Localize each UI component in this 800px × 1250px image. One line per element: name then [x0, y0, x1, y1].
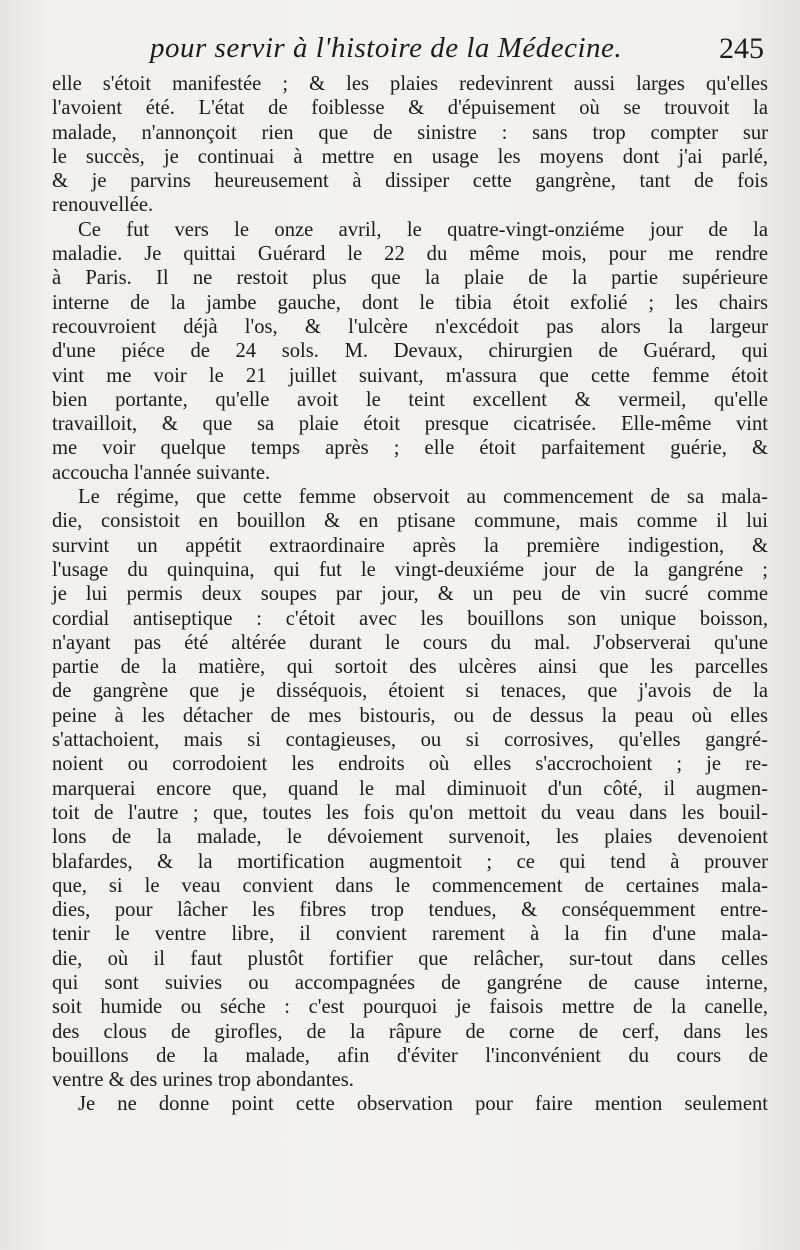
text-line: dies, pour lâcher les fibres trop tendues, & conséquemment entre- [52, 899, 768, 922]
text-line: s'attachoient, mais si contagieuses, ou si corrosives, qu'elles gangré- [52, 729, 768, 752]
text-line: tenir le ventre libre, il convient rarement à la fin d'une mala- [52, 923, 768, 946]
text-line: l'avoient été. L'état de foiblesse & d'épuisement où se trouvoit la [52, 97, 768, 120]
text-line: die, consistoit en bouillon & en ptisane commune, mais comme il lui [52, 510, 768, 533]
text-line: que, si le veau convient dans le commencement de certaines mala- [52, 874, 768, 897]
text-line: recouvroient déjà l'os, & l'ulcère n'excédoit pas alors la largeur [52, 315, 768, 338]
text-line: l'usage du quinquina, qui fut le vingt-deuxiéme jour de la gangréne ; [52, 558, 768, 581]
text-line: de gangrène que je disséquois, étoient si tenaces, que j'avois de la [52, 680, 768, 703]
text-line: le succès, je continuai à mettre en usage les moyens dont j'ai parlé, [52, 145, 768, 168]
running-head: pour servir à l'histoire de la Médecine. [150, 32, 623, 64]
text-line: die, où il faut plustôt fortifier que relâcher, sur-tout dans celles [52, 947, 768, 970]
text-line: Ce fut vers le onze avril, le quatre-vingt-onziéme jour de la [78, 218, 768, 241]
text-line: qui sont suivies ou accompagnées de gangréne de cause interne, [52, 971, 768, 994]
text-line: des clous de girofles, de la râpure de corne de cerf, dans les [52, 1020, 768, 1043]
text-line: travailloit, & que sa plaie étoit presque cicatrisée. Elle-même vint [52, 413, 768, 436]
text-line: cordial antiseptique : c'étoit avec les bouillons son unique boisson, [52, 607, 768, 630]
text-line: bouillons de la malade, afin d'éviter l'inconvénient du cours de [52, 1044, 768, 1067]
text-line: partie de la matière, qui sortoit des ulcères ainsi que les parcelles [52, 656, 768, 679]
text-line: blafardes, & la mortification augmentoit ; ce qui tend à prouver [52, 850, 768, 873]
text-line: ventre & des urines trop abondantes. [52, 1069, 354, 1092]
text-line: noient ou corrodoient les endroits où elles s'accrochoient ; je re- [52, 753, 768, 776]
text-line: toit de l'autre ; que, toutes les fois qu'on mettoit du veau dans les bouil- [52, 801, 768, 824]
text-line: lons de la malade, le dévoiement survenoit, les plaies devenoient [52, 826, 768, 849]
text-line: renouvellée. [52, 194, 154, 217]
text-line: me voir quelque temps après ; elle étoit parfaitement guérie, & [52, 437, 768, 460]
page-header [150, 30, 770, 74]
text-line: accoucha l'année suivante. [52, 461, 271, 484]
text-line: survint un appétit extraordinaire après la première indigestion, & [52, 534, 768, 557]
text-line: soit humide ou séche : c'est pourquoi je faisois mettre de la canelle, [52, 996, 768, 1019]
text-line: marquerai encore que, quand le mal diminuoit d'un côté, il augmen- [52, 777, 768, 800]
text-line: peine à les détacher de mes bistouris, ou de dessus la peau où elles [52, 704, 768, 727]
body-text [52, 72, 768, 1117]
text-line: & je parvins heureusement à dissiper cette gangrène, tant de fois [52, 170, 768, 193]
text-line: bien portante, qu'elle avoit le teint excellent & vermeil, qu'elle [52, 388, 768, 411]
text-line: à Paris. Il ne restoit plus que la plaie de la partie supérieure [52, 267, 768, 290]
text-line: n'ayant pas été altérée durant le cours du mal. J'observerai qu'une [52, 631, 768, 654]
text-line: Le régime, que cette femme observoit au commencement de sa mala- [78, 486, 768, 509]
text-line: d'une piéce de 24 sols. M. Devaux, chirurgien de Guérard, qui [52, 340, 768, 363]
text-line: elle s'étoit manifestée ; & les plaies redevinrent aussi larges qu'elles [52, 73, 768, 95]
page-number: 245 [719, 32, 764, 65]
text-line: malade, n'annonçoit rien que de sinistre : sans trop compter sur [52, 121, 768, 144]
text-line: je lui permis deux soupes par jour, & un peu de vin sucré comme [52, 583, 768, 606]
text-line: interne de la jambe gauche, dont le tibia étoit exfolié ; les chairs [52, 291, 768, 314]
text-line: vint me voir le 21 juillet suivant, m'assura que cette femme étoit [52, 364, 768, 387]
text-line: maladie. Je quittai Guérard le 22 du même mois, pour me rendre [52, 243, 768, 266]
text-line: Je ne donne point cette observation pour faire mention seulement [78, 1093, 768, 1116]
